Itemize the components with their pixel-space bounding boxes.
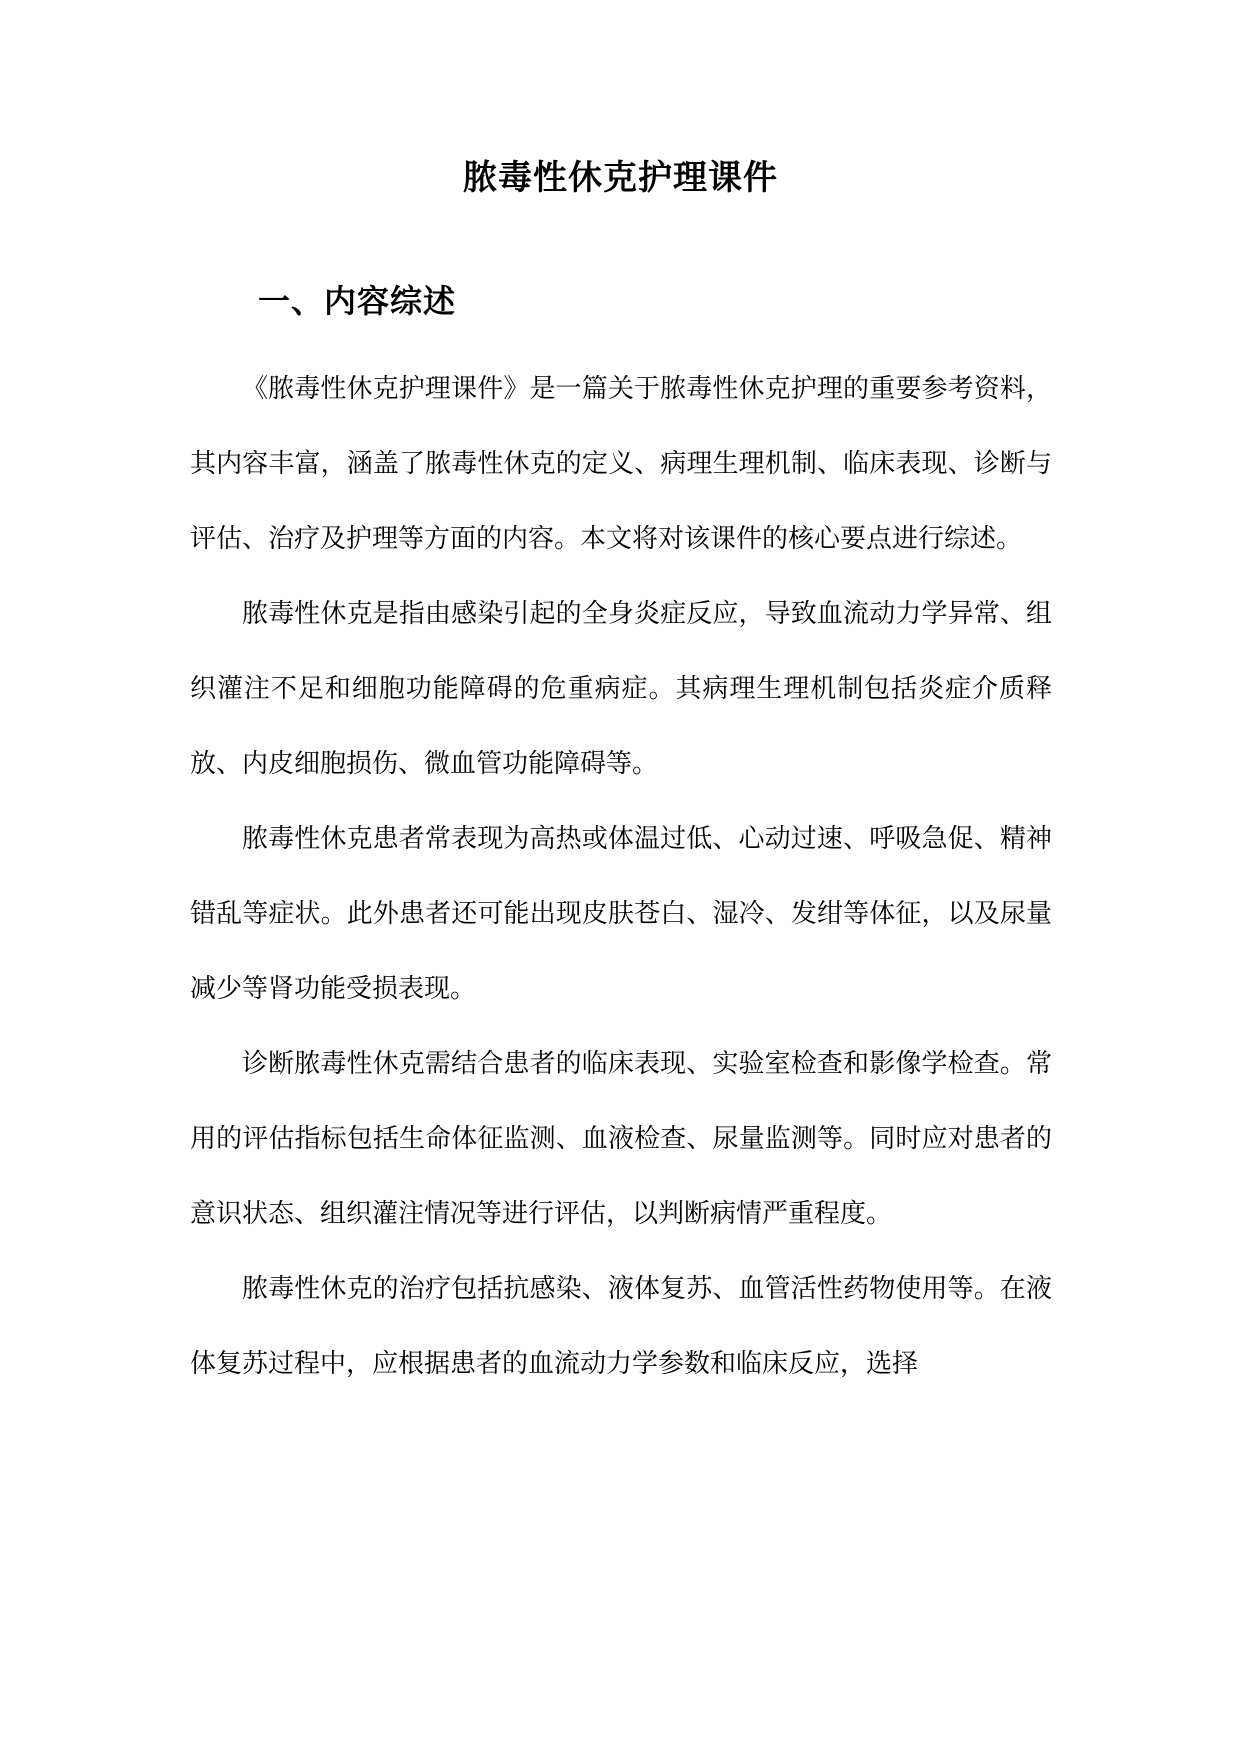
paragraph: 《脓毒性休克护理课件》是一篇关于脓毒性休克护理的重要参考资料，其内容丰富，涵盖了脓毒性休克的定义、病理生理机制、临床表现、诊断与评估、治疗及护理等方面的内容。本文将对该课件的核心要点进行综述。 xyxy=(190,374,1052,554)
document-body xyxy=(190,352,1052,1402)
paragraph: 脓毒性休克的治疗包括抗感染、液体复苏、血管活性药物使用等。在液体复苏过程中，应根据患者的血流动力学参数和临床反应，选择 xyxy=(190,1274,1052,1379)
paragraph: 脓毒性休克是指由感染引起的全身炎症反应，导致血流动力学异常、组织灌注不足和细胞功能障碍的危重病症。其病理生理机制包括炎症介质释放、内皮细胞损伤、微血管功能障碍等。 xyxy=(190,599,1052,779)
document-title: 脓毒性休克护理课件 xyxy=(463,158,778,198)
section-heading: 一、内容综述 xyxy=(258,282,457,320)
paragraph: 诊断脓毒性休克需结合患者的临床表现、实验室检查和影像学检查。常用的评估指标包括生命体征监测、血液检查、尿量监测等。同时应对患者的意识状态、组织灌注情况等进行评估，以判断病情严重程度。 xyxy=(190,1049,1052,1229)
paragraph: 脓毒性休克患者常表现为高热或体温过低、心动过速、呼吸急促、精神错乱等症状。此外患者还可能出现皮肤苍白、湿冷、发绀等体征，以及尿量减少等肾功能受损表现。 xyxy=(190,824,1052,1004)
